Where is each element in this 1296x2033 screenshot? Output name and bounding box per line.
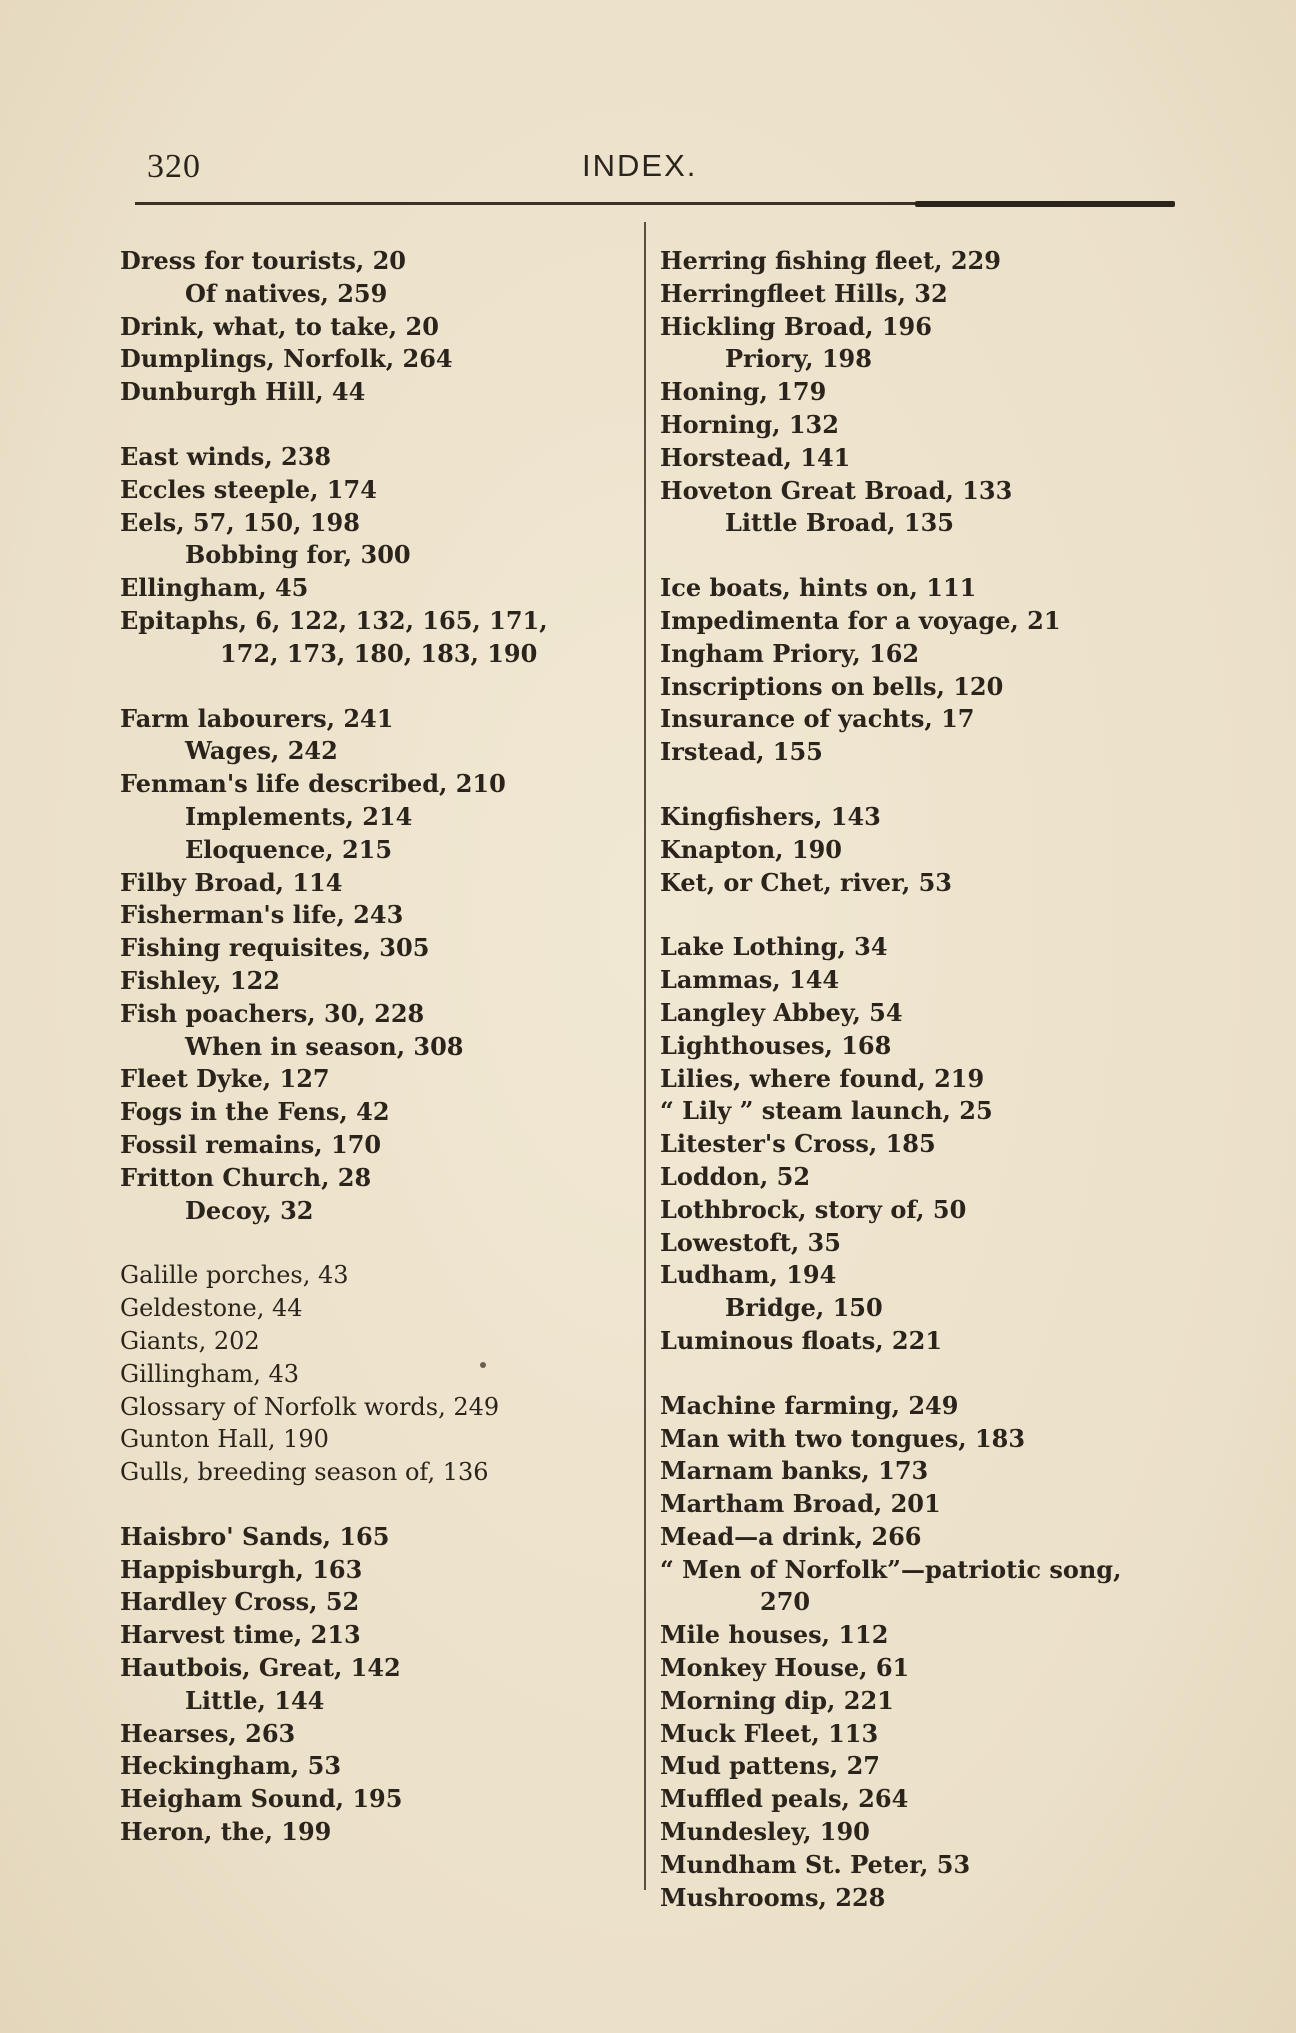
- index-entry: Farm labourers, 241: [120, 703, 394, 733]
- index-entry: Wages, 242: [185, 736, 338, 766]
- index-entry: Loddon, 52: [660, 1161, 811, 1191]
- index-entry: Ingham Priory, 162: [660, 638, 920, 668]
- index-entry: Haisbro' Sands, 165: [120, 1521, 390, 1551]
- index-entry: Dunburgh Hill, 44: [120, 377, 366, 407]
- page-number: 320: [147, 148, 201, 185]
- index-entry: Horstead, 141: [660, 442, 851, 472]
- index-entry: Bobbing for, 300: [185, 540, 411, 570]
- index-entry: Fleet Dyke, 127: [120, 1064, 330, 1094]
- index-entry: Harvest time, 213: [120, 1620, 361, 1650]
- index-column-right: [660, 245, 1190, 1914]
- index-entry: Irstead, 155: [660, 737, 823, 767]
- index-entry: Fish poachers, 30, 228: [120, 998, 425, 1028]
- index-entry: Lowestoft, 35: [660, 1227, 841, 1257]
- index-entry: Monkey House, 61: [660, 1653, 910, 1683]
- index-entry: Fogs in the Fens, 42: [120, 1097, 390, 1127]
- index-entry: Machine farming, 249: [660, 1390, 959, 1420]
- index-entry: Mundesley, 190: [660, 1817, 870, 1847]
- index-entry: Herring fishing fleet, 229: [660, 246, 1001, 275]
- index-entry: When in season, 308: [185, 1031, 464, 1061]
- index-entry: Hautbois, Great, 142: [120, 1653, 401, 1683]
- index-entry: Heron, the, 199: [120, 1817, 332, 1847]
- index-entry: Langley Abbey, 54: [660, 997, 903, 1027]
- index-entry: Lighthouses, 168: [660, 1030, 892, 1060]
- index-entry: Happisburgh, 163: [120, 1554, 363, 1584]
- index-entry: Morning dip, 221: [660, 1685, 894, 1715]
- index-entry: Mushrooms, 228: [660, 1882, 886, 1912]
- index-entry: Fisherman's life, 243: [120, 900, 404, 930]
- index-entry: Dumplings, Norfolk, 264: [120, 344, 453, 374]
- index-entry: Eloquence, 215: [185, 834, 393, 864]
- index-entry: Inscriptions on bells, 120: [660, 671, 1004, 701]
- index-entry: Litester's Cross, 185: [660, 1129, 936, 1159]
- index-entry: Heckingham, 53: [120, 1751, 342, 1781]
- index-entry: Hearses, 263: [120, 1718, 296, 1748]
- index-entry: Mile houses, 112: [660, 1620, 889, 1650]
- index-entry: Muck Fleet, 113: [660, 1718, 879, 1748]
- index-entry: Decoy, 32: [185, 1195, 314, 1225]
- index-entry: Filby Broad, 114: [120, 867, 343, 897]
- index-entry: Martham Broad, 201: [660, 1489, 941, 1519]
- index-entry: Lake Lothing, 34: [660, 932, 888, 962]
- index-entry: Luminous floats, 221: [660, 1325, 943, 1355]
- index-entry: Glossary of Norfolk words, 249: [120, 1392, 500, 1421]
- index-entry: Ludham, 194: [660, 1260, 837, 1290]
- index-entry: Fishley, 122: [120, 965, 280, 995]
- index-entry: Insurance of yachts, 17: [660, 704, 975, 734]
- header-rule: [135, 202, 1175, 205]
- index-entry: Implements, 214: [185, 801, 413, 831]
- ink-speck: [480, 1362, 486, 1368]
- index-column-left: [120, 245, 640, 1849]
- index-entry: Bridge, 150: [725, 1293, 883, 1323]
- index-entry: Fenman's life described, 210: [120, 769, 506, 799]
- index-entry: Mead—a drink, 266: [660, 1521, 922, 1551]
- running-head: INDEX.: [582, 148, 698, 183]
- index-entry: Muffled peals, 264: [660, 1784, 909, 1814]
- index-entry: Ket, or Chet, river, 53: [660, 867, 953, 897]
- index-entry: Ice boats, hints on, 111: [660, 573, 977, 603]
- index-entry: Marnam banks, 173: [660, 1456, 929, 1486]
- index-entry: Horning, 132: [660, 409, 839, 439]
- index-entry: Lammas, 144: [660, 965, 840, 995]
- index-entry: 172, 173, 180, 183, 190: [220, 638, 538, 668]
- index-entry: Little Broad, 135: [725, 508, 954, 538]
- index-entry: Hickling Broad, 196: [660, 311, 932, 341]
- index-entry: Kingfishers, 143: [660, 801, 881, 831]
- index-entry: Little, 144: [185, 1685, 325, 1715]
- index-entry: Eels, 57, 150, 198: [120, 507, 360, 537]
- index-entry: Drink, what, to take, 20: [120, 311, 439, 341]
- index-entry: “ Men of Norfolk”—patriotic song,: [660, 1554, 1122, 1584]
- index-entry: Gunton Hall, 190: [120, 1425, 329, 1454]
- index-entry: Heigham Sound, 195: [120, 1784, 403, 1814]
- index-entry: Eccles steeple, 174: [120, 474, 377, 504]
- index-entry: Epitaphs, 6, 122, 132, 165, 171,: [120, 605, 548, 635]
- column-divider: [644, 222, 646, 1890]
- index-entry: Gulls, breeding season of, 136: [120, 1458, 489, 1487]
- index-entry: “ Lily ” steam launch, 25: [660, 1096, 993, 1126]
- index-entry: Of natives, 259: [185, 278, 388, 308]
- index-entry: Fishing requisites, 305: [120, 933, 430, 963]
- index-entry: Knapton, 190: [660, 834, 842, 864]
- index-entry: Fritton Church, 28: [120, 1162, 372, 1192]
- index-entry: Lothbrock, story of, 50: [660, 1194, 967, 1224]
- index-entry: Fossil remains, 170: [120, 1129, 382, 1159]
- index-entry: Hoveton Great Broad, 133: [660, 475, 1013, 505]
- index-entry: Lilies, where found, 219: [660, 1063, 985, 1093]
- index-entry: 270: [760, 1587, 811, 1617]
- index-entry: Honing, 179: [660, 377, 827, 407]
- index-entry: East winds, 238: [120, 441, 332, 471]
- index-entry: Ellingham, 45: [120, 573, 309, 603]
- index-entry: Herringfleet Hills, 32: [660, 278, 948, 308]
- index-entry: Dress for tourists, 20: [120, 246, 406, 275]
- index-entry: Hardley Cross, 52: [120, 1587, 360, 1617]
- index-entry: Mud pattens, 27: [660, 1751, 880, 1781]
- index-entry: Impedimenta for a voyage, 21: [660, 605, 1061, 635]
- index-entry: Priory, 198: [725, 344, 872, 374]
- index-entry: Mundham St. Peter, 53: [660, 1849, 971, 1879]
- index-entry: Giants, 202: [120, 1326, 260, 1355]
- index-entry: Man with two tongues, 183: [660, 1423, 1026, 1453]
- index-entry: Geldestone, 44: [120, 1294, 303, 1323]
- index-entry: Gillingham, 43: [120, 1359, 300, 1388]
- index-entry: Galille porches, 43: [120, 1261, 349, 1290]
